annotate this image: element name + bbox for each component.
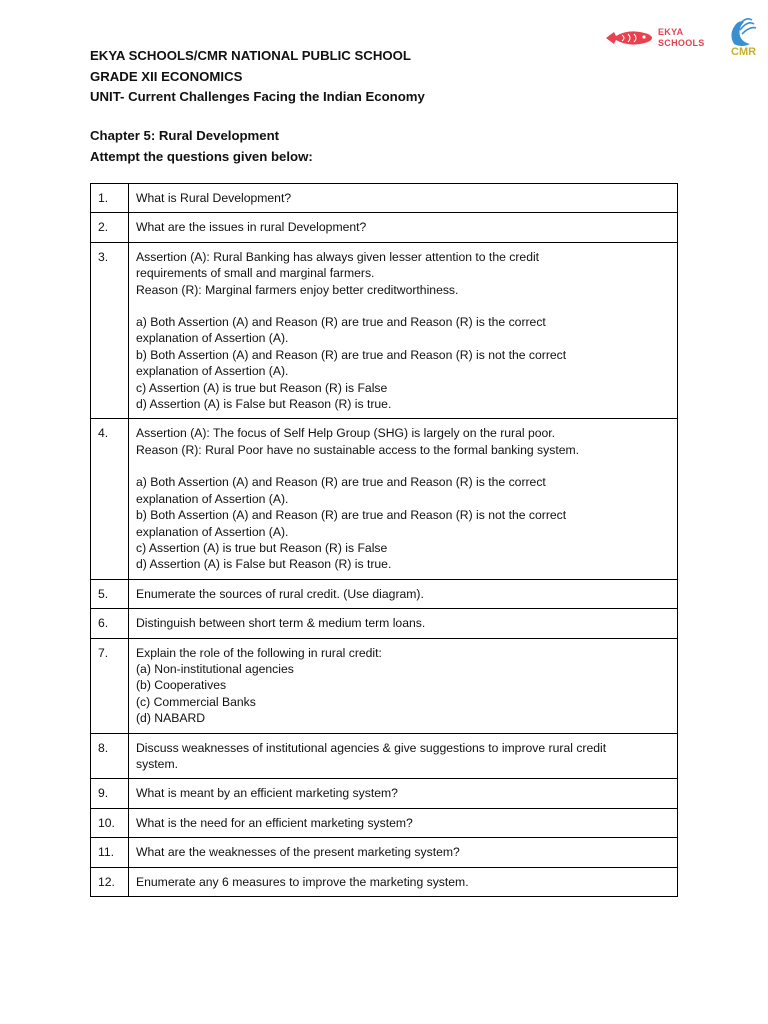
question-text (129, 242, 678, 419)
question-row (91, 579, 678, 608)
question-line: What is Rural Development? (136, 191, 292, 205)
question-text (129, 838, 678, 867)
question-row (91, 638, 678, 733)
question-line: Distinguish between short term & medium term loans. (136, 616, 426, 631)
question-number: 10. (91, 808, 129, 837)
question-row (91, 213, 678, 242)
question-line: explanation of Assertion (A). (136, 524, 289, 539)
question-line: d) Assertion (A) is False but Reason (R) is true. (136, 397, 392, 412)
question-row (91, 779, 678, 808)
cmr-logo-text: CMR (731, 46, 757, 58)
question-line: Reason (R): Rural Poor have no sustainable access to the formal banking system. (136, 442, 580, 457)
question-line: explanation of Assertion (A). (136, 331, 289, 346)
questions-table (90, 183, 678, 897)
question-line: c) Assertion (A) is true but Reason (R) is False (136, 540, 388, 555)
question-line: What are the weaknesses of the present marketing system? (136, 845, 460, 860)
question-line: (d) NABARD (136, 711, 206, 726)
question-line: Enumerate the sources of rural credit. (Use diagram). (136, 586, 424, 601)
question-line: (b) Cooperatives (136, 678, 227, 693)
question-line: What are the issues in rural Development? (136, 220, 367, 235)
chapter-block (90, 126, 313, 167)
question-line: Discuss weaknesses of institutional agencies & give suggestions to improve rural credit (136, 740, 607, 755)
question-line: Explain the role of the following in rural credit: (136, 645, 382, 660)
question-line: a) Both Assertion (A) and Reason (R) are true and Reason (R) is the correct (136, 475, 546, 490)
question-text (129, 867, 678, 896)
question-text (129, 213, 678, 242)
question-text (129, 733, 678, 779)
question-text (129, 808, 678, 837)
question-line: requirements of small and marginal farmers. (136, 266, 375, 281)
question-text (129, 419, 678, 579)
question-line: Enumerate any 6 measures to improve the marketing system. (136, 874, 469, 889)
question-number: 5. (91, 579, 129, 608)
grade-subject: GRADE XII ECONOMICS (90, 68, 243, 84)
instruction-text: Attempt the questions given below: (90, 148, 313, 164)
question-spacer (136, 458, 671, 474)
question-number: 2. (91, 213, 129, 242)
question-row (91, 808, 678, 837)
question-text (129, 609, 678, 638)
question-row (91, 419, 678, 579)
question-line: b) Both Assertion (A) and Reason (R) are true and Reason (R) is not the correct (136, 508, 567, 523)
question-line: a) Both Assertion (A) and Reason (R) are true and Reason (R) is the correct (136, 315, 546, 330)
question-line: (a) Non-institutional agencies (136, 661, 294, 676)
question-text (129, 579, 678, 608)
question-number: 8. (91, 733, 129, 779)
question-row (91, 609, 678, 638)
ekya-logo-text: EKYA SCHOOLS (658, 27, 705, 48)
question-number: 1. (91, 184, 129, 213)
question-row (91, 184, 678, 213)
question-row (91, 867, 678, 896)
question-line: d) Assertion (A) is False but Reason (R) is true. (136, 557, 392, 572)
question-row (91, 242, 678, 419)
chapter-title: Chapter 5: Rural Development (90, 128, 280, 143)
question-text (129, 779, 678, 808)
question-line: explanation of Assertion (A). (136, 491, 289, 506)
question-number: 12. (91, 867, 129, 896)
question-line: b) Both Assertion (A) and Reason (R) are true and Reason (R) is not the correct (136, 347, 567, 362)
question-line: Assertion (A): The focus of Self Help Group (SHG) is largely on the rural poor. (136, 426, 556, 441)
question-row (91, 733, 678, 779)
question-text (129, 184, 678, 213)
question-line: (c) Commercial Banks (136, 694, 256, 709)
unit-title: UNIT- Current Challenges Facing the Indian Economy (90, 89, 425, 104)
question-number: 11. (91, 838, 129, 867)
question-line: What is meant by an efficient marketing system? (136, 786, 398, 801)
question-line: c) Assertion (A) is true but Reason (R) is False (136, 380, 388, 395)
document-header (90, 46, 550, 108)
question-text (129, 638, 678, 733)
question-line: system. (136, 756, 178, 771)
question-line: Assertion (A): Rural Banking has always given lesser attention to the credit (136, 249, 540, 264)
question-line: Reason (R): Marginal farmers enjoy better creditworthiness. (136, 282, 459, 297)
question-row (91, 838, 678, 867)
school-name: EKYA SCHOOLS/CMR NATIONAL PUBLIC SCHOOL (90, 48, 411, 63)
question-number: 7. (91, 638, 129, 733)
question-number: 6. (91, 609, 129, 638)
question-number: 3. (91, 242, 129, 419)
question-line: explanation of Assertion (A). (136, 364, 289, 379)
question-number: 4. (91, 419, 129, 579)
question-line: What is the need for an efficient marketing system? (136, 815, 413, 830)
question-number: 9. (91, 779, 129, 808)
question-spacer (136, 298, 671, 314)
